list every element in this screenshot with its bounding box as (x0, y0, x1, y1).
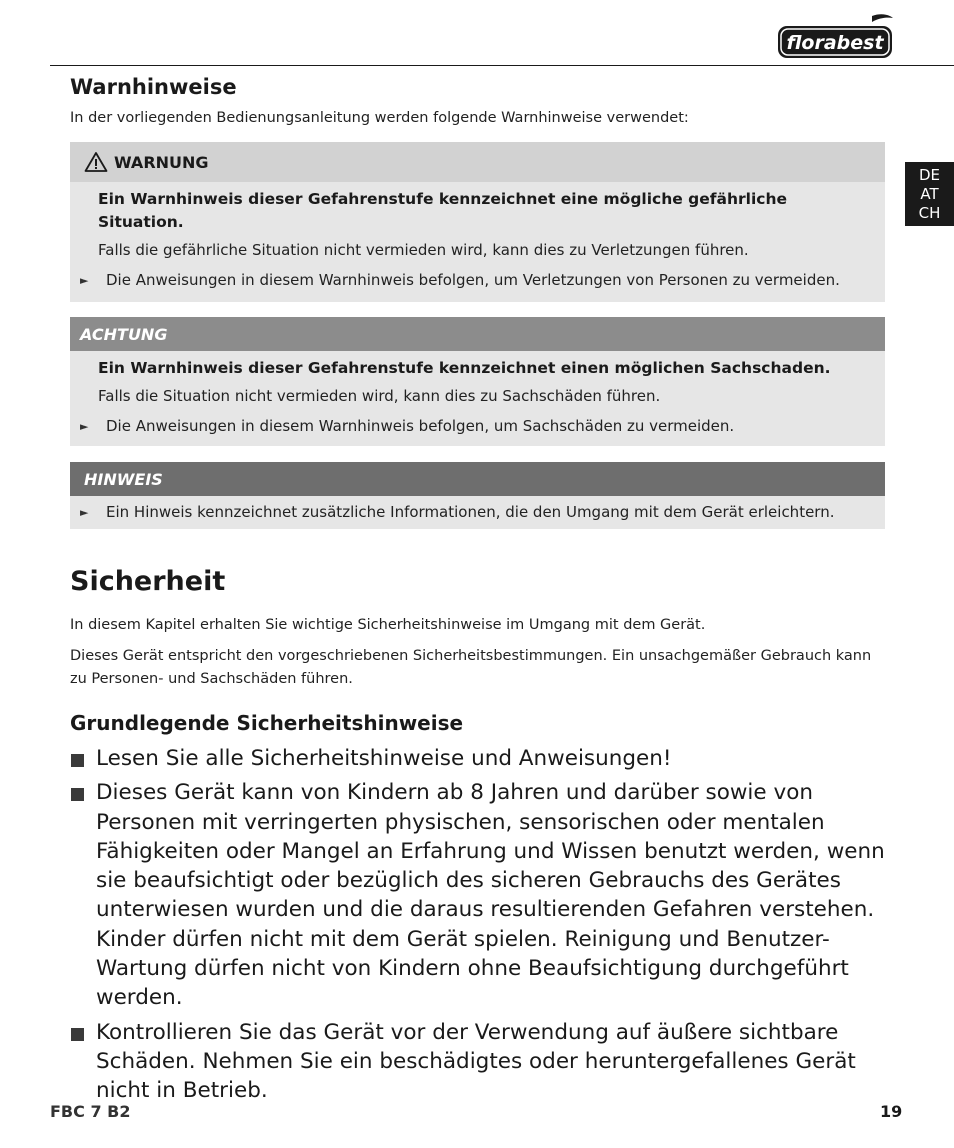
arrow-right-icon: ► (80, 506, 89, 519)
arrow-right-icon: ► (80, 274, 89, 287)
warnhinweise-heading: Warnhinweise (70, 75, 237, 99)
footer-model: FBC 7 B2 (50, 1102, 131, 1121)
lang-code-de: DE (918, 166, 941, 184)
hinweis-instruction: Ein Hinweis kennzeichnet zusätzliche Informationen, die den Umgang mit dem Gerät erleichtern. (106, 503, 835, 521)
lang-code-at: AT (920, 185, 939, 203)
svg-text:florabest: florabest (786, 32, 884, 54)
hinweis-header (70, 462, 885, 496)
page-number: 19 (880, 1102, 903, 1121)
achtung-label: ACHTUNG (80, 324, 168, 344)
header-rule (50, 65, 954, 66)
grundlegende-heading: Grundlegende Sicherheitshinweise (70, 711, 464, 735)
warnung-label: WARNUNG (114, 152, 209, 172)
safety-list (70, 744, 890, 1111)
achtung-instruction: Die Anweisungen in diesem Warnhinweis befolgen, um Sachschäden zu vermeiden. (106, 417, 735, 435)
achtung-bold-text: Ein Warnhinweis dieser Gefahrenstufe kennzeichnet einen möglichen Sachschaden. (98, 359, 831, 377)
arrow-right-icon: ► (80, 420, 89, 433)
list-item (70, 778, 890, 1012)
sicherheit-para-2: Dieses Gerät entspricht den vorgeschriebenen Sicherheitsbestimmungen. Ein unsachgemäßer Gebrauch kann zu Personen- und Sachschäden führen. (70, 648, 872, 687)
achtung-box (70, 317, 885, 446)
warnung-box (70, 142, 885, 302)
warnung-bold-text: Ein Warnhinweis dieser Gefahrenstufe kennzeichnet eine mögliche gefährliche Situation. (98, 190, 788, 231)
list-item-text: Lesen Sie alle Sicherheitshinweise und Anweisungen! (96, 746, 672, 771)
square-bullet-icon (70, 744, 96, 773)
achtung-header (70, 317, 885, 351)
achtung-text: Falls die Situation nicht vermieden wird, kann dies zu Sachschäden führen. (98, 387, 661, 405)
florabest-logo (776, 12, 896, 62)
list-item (70, 1018, 890, 1106)
lang-code-ch: CH (918, 204, 941, 222)
warnung-header (70, 142, 885, 182)
language-tab (905, 162, 954, 226)
square-bullet-icon (70, 778, 96, 1012)
hinweis-box (70, 462, 885, 529)
list-item-text: Dieses Gerät kann von Kindern ab 8 Jahren und darüber sowie von Personen mit verringerten physischen, sensorischen oder mentalen Fähigkeiten oder Mangel an Erfahrung und Wissen benutzt werden, wenn sie beaufsichtigt oder bezüglich des sicheren Gebrauchs des Gerätes unterwiesen wurden und die daraus resultierenden Gefahren verstehen. Kinder dürfen nicht mit dem Gerät spielen. Reinigung und Benutzer-Wartung dürfen nicht von Kindern ohne Beaufsichtigung durchgeführt werden. (96, 780, 885, 1011)
warning-triangle-icon (84, 151, 108, 173)
hinweis-label: HINWEIS (84, 469, 163, 489)
list-item (70, 744, 890, 773)
square-bullet-icon (70, 1018, 96, 1106)
warnung-instruction: Die Anweisungen in diesem Warnhinweis befolgen, um Verletzungen von Personen zu vermeiden. (106, 271, 840, 289)
sicherheit-para-1: In diesem Kapitel erhalten Sie wichtige Sicherheitshinweise im Umgang mit dem Gerät. (70, 617, 706, 633)
warnung-text: Falls die gefährliche Situation nicht vermieden wird, kann dies zu Verletzungen führen. (98, 241, 749, 259)
list-item-text: Kontrollieren Sie das Gerät vor der Verwendung auf äußere sichtbare Schäden. Nehmen Sie ein beschädigtes oder heruntergefallenes Gerät nicht in Betrieb. (96, 1019, 856, 1104)
warnhinweise-intro: In der vorliegenden Bedienungsanleitung werden folgende Warnhinweise verwendet: (70, 110, 689, 126)
sicherheit-title: Sicherheit (70, 566, 226, 597)
